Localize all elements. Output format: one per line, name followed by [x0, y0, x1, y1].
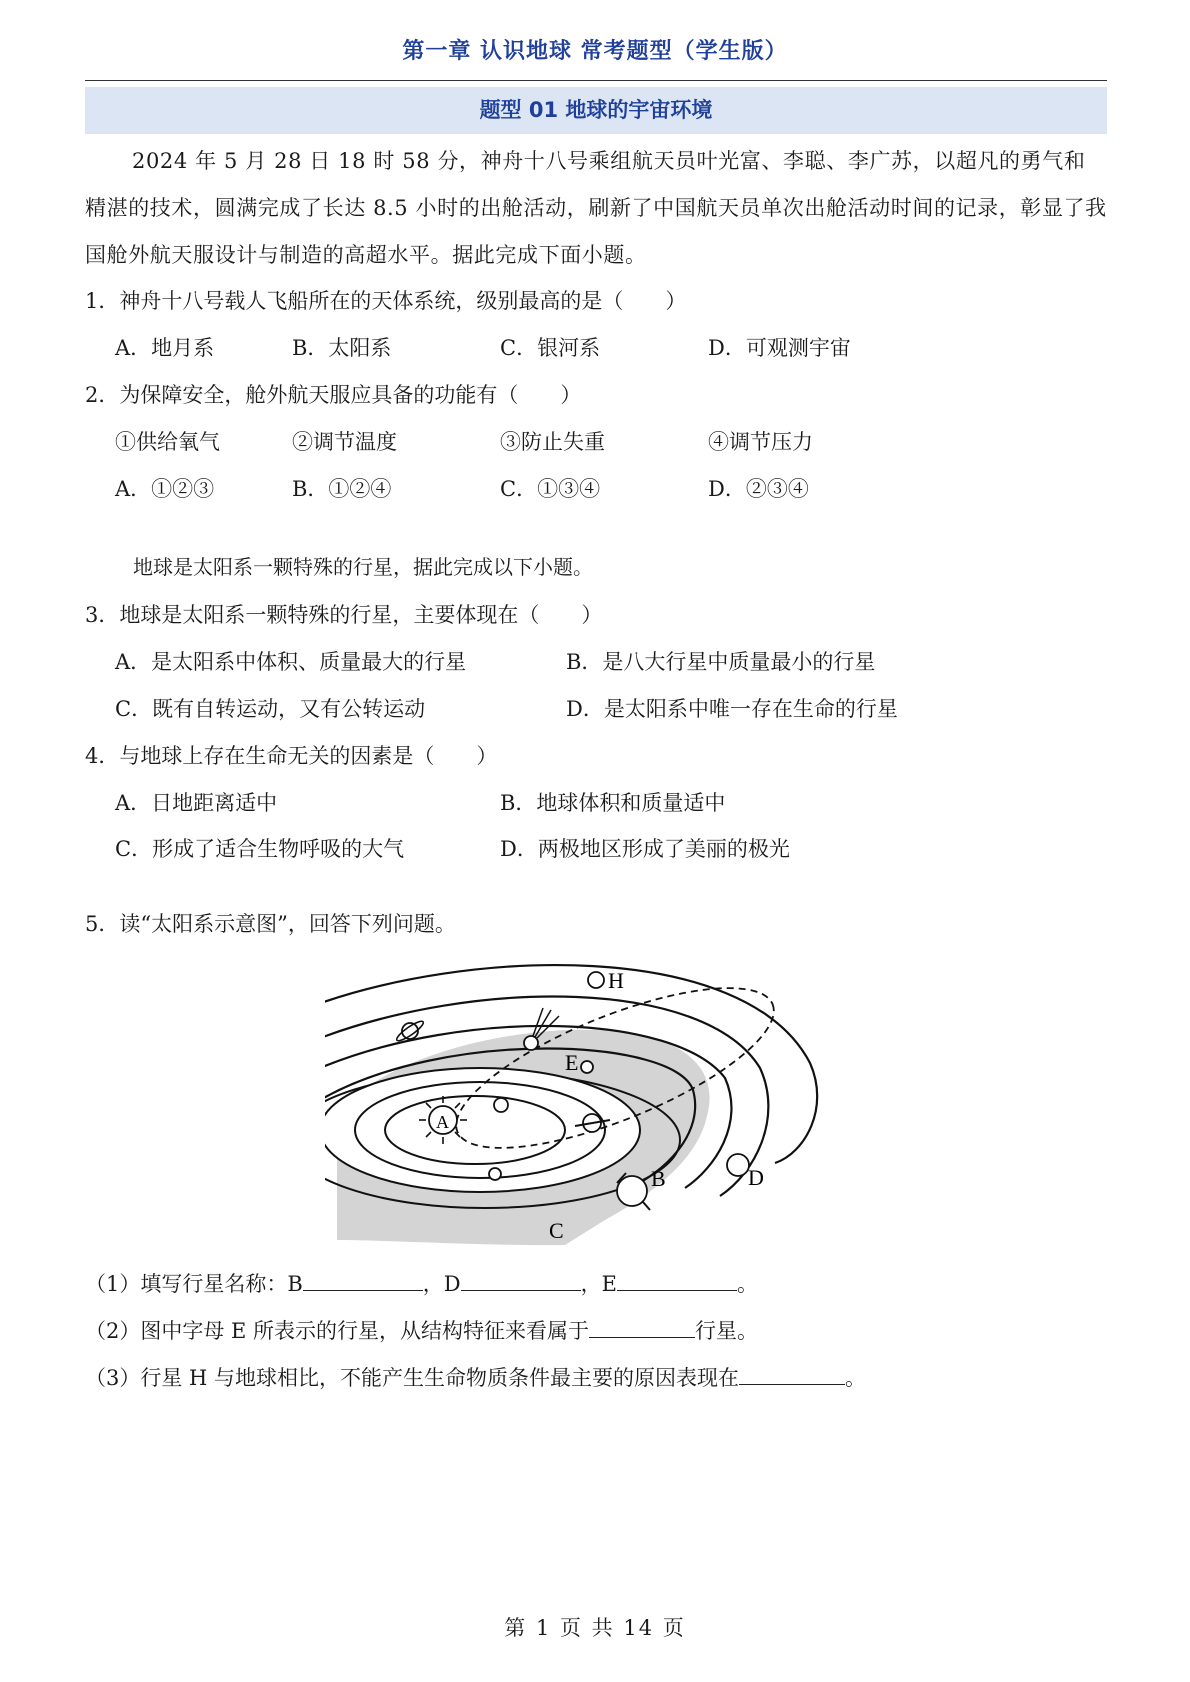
planet-lower-inner — [489, 1168, 501, 1180]
page-footer: 第 1 页 共 14 页 — [504, 1616, 686, 1640]
q2-item-1: ①供给氧气 — [115, 430, 220, 454]
label-D: D — [748, 1165, 764, 1190]
question-3-stem: 3．地球是太阳系一颗特殊的行星，主要体现在（ ） — [85, 603, 603, 627]
planet-with-ring-upper-left — [395, 1019, 426, 1044]
planet-near-sun — [494, 1098, 508, 1112]
blank-E-type[interactable] — [589, 1315, 695, 1338]
label-C: C — [549, 1218, 564, 1243]
planet-E — [581, 1061, 593, 1073]
intro-paragraph-1: 2024 年 5 月 28 日 18 时 58 分，神舟十八号乘组航天员叶光富、李聪、李广苏，以超凡的勇气和精湛的技术，圆满完成了长达 8.5 小时的出舱活动，刷新了中国航天员单次出舱活动时间的记录，彰显了我国舱外航天服设计与制造的高超水平。据此完成下面小题。 — [85, 149, 1107, 267]
label-E: E — [565, 1050, 579, 1075]
question-1-stem: 1．神舟十八号载人飞船所在的天体系统，级别最高的是（ ） — [85, 289, 687, 313]
label-B: B — [651, 1166, 666, 1191]
q4-option-b: B．地球体积和质量适中 — [500, 791, 726, 815]
q4-option-d: D．两极地区形成了美丽的极光 — [500, 837, 790, 861]
question-2-stem: 2．为保障安全，舱外航天服应具备的功能有（ ） — [85, 383, 582, 407]
q1-option-c: C．银河系 — [500, 336, 601, 360]
label-A: A — [436, 1112, 449, 1132]
q4-option-a: A．日地距离适中 — [115, 791, 278, 815]
q2-option-c: C．①③④ — [500, 477, 601, 501]
q5-sub-3: （3）行星 H 与地球相比，不能产生生命物质条件最主要的原因表现在 。 — [85, 1362, 866, 1393]
q3-option-c: C．既有自转运动，又有公转运动 — [115, 697, 426, 721]
planet-H — [588, 972, 604, 988]
intro-paragraph-2: 地球是太阳系一颗特殊的行星，据此完成以下小题。 — [133, 555, 593, 579]
q5-sub-1: （1）填写行星名称：B ，D ，E 。 — [85, 1268, 758, 1299]
blank-D[interactable] — [461, 1268, 581, 1291]
question-5-stem: 5．读“太阳系示意图”，回答下列问题。 — [85, 912, 456, 936]
q2-item-2: ②调节温度 — [292, 430, 397, 454]
q2-option-b: B．①②④ — [292, 477, 392, 501]
q2-item-4: ④调节压力 — [708, 430, 813, 454]
blank-E[interactable] — [617, 1268, 737, 1291]
q3-option-d: D．是太阳系中唯一存在生命的行星 — [566, 697, 898, 721]
header-divider — [85, 80, 1107, 81]
blank-H-reason[interactable] — [739, 1362, 845, 1385]
q2-option-d: D．②③④ — [708, 477, 809, 501]
q2-option-a: A．①②③ — [115, 477, 215, 501]
planet-B — [617, 1176, 647, 1206]
q2-item-3: ③防止失重 — [500, 430, 605, 454]
q5-sub-2: （2）图中字母 E 所表示的行星，从结构特征来看属于 行星。 — [85, 1315, 758, 1346]
q3-option-b: B．是八大行星中质量最小的行星 — [566, 650, 876, 674]
q1-option-a: A．地月系 — [115, 336, 215, 360]
q4-option-c: C．形成了适合生物呼吸的大气 — [115, 837, 405, 861]
q1-option-b: B．太阳系 — [292, 336, 392, 360]
planet-D — [727, 1154, 749, 1176]
q1-option-d: D．可观测宇宙 — [708, 336, 851, 360]
q3-option-a: A．是太阳系中体积、质量最大的行星 — [115, 650, 467, 674]
section-title: 题型 01 地球的宇宙环境 — [85, 87, 1107, 134]
blank-B[interactable] — [303, 1268, 423, 1291]
solar-system-diagram — [325, 958, 865, 1258]
label-H: H — [608, 968, 624, 993]
page-header-title: 第一章 认识地球 常考题型（学生版） — [402, 39, 788, 64]
question-4-stem: 4．与地球上存在生命无关的因素是（ ） — [85, 744, 498, 768]
